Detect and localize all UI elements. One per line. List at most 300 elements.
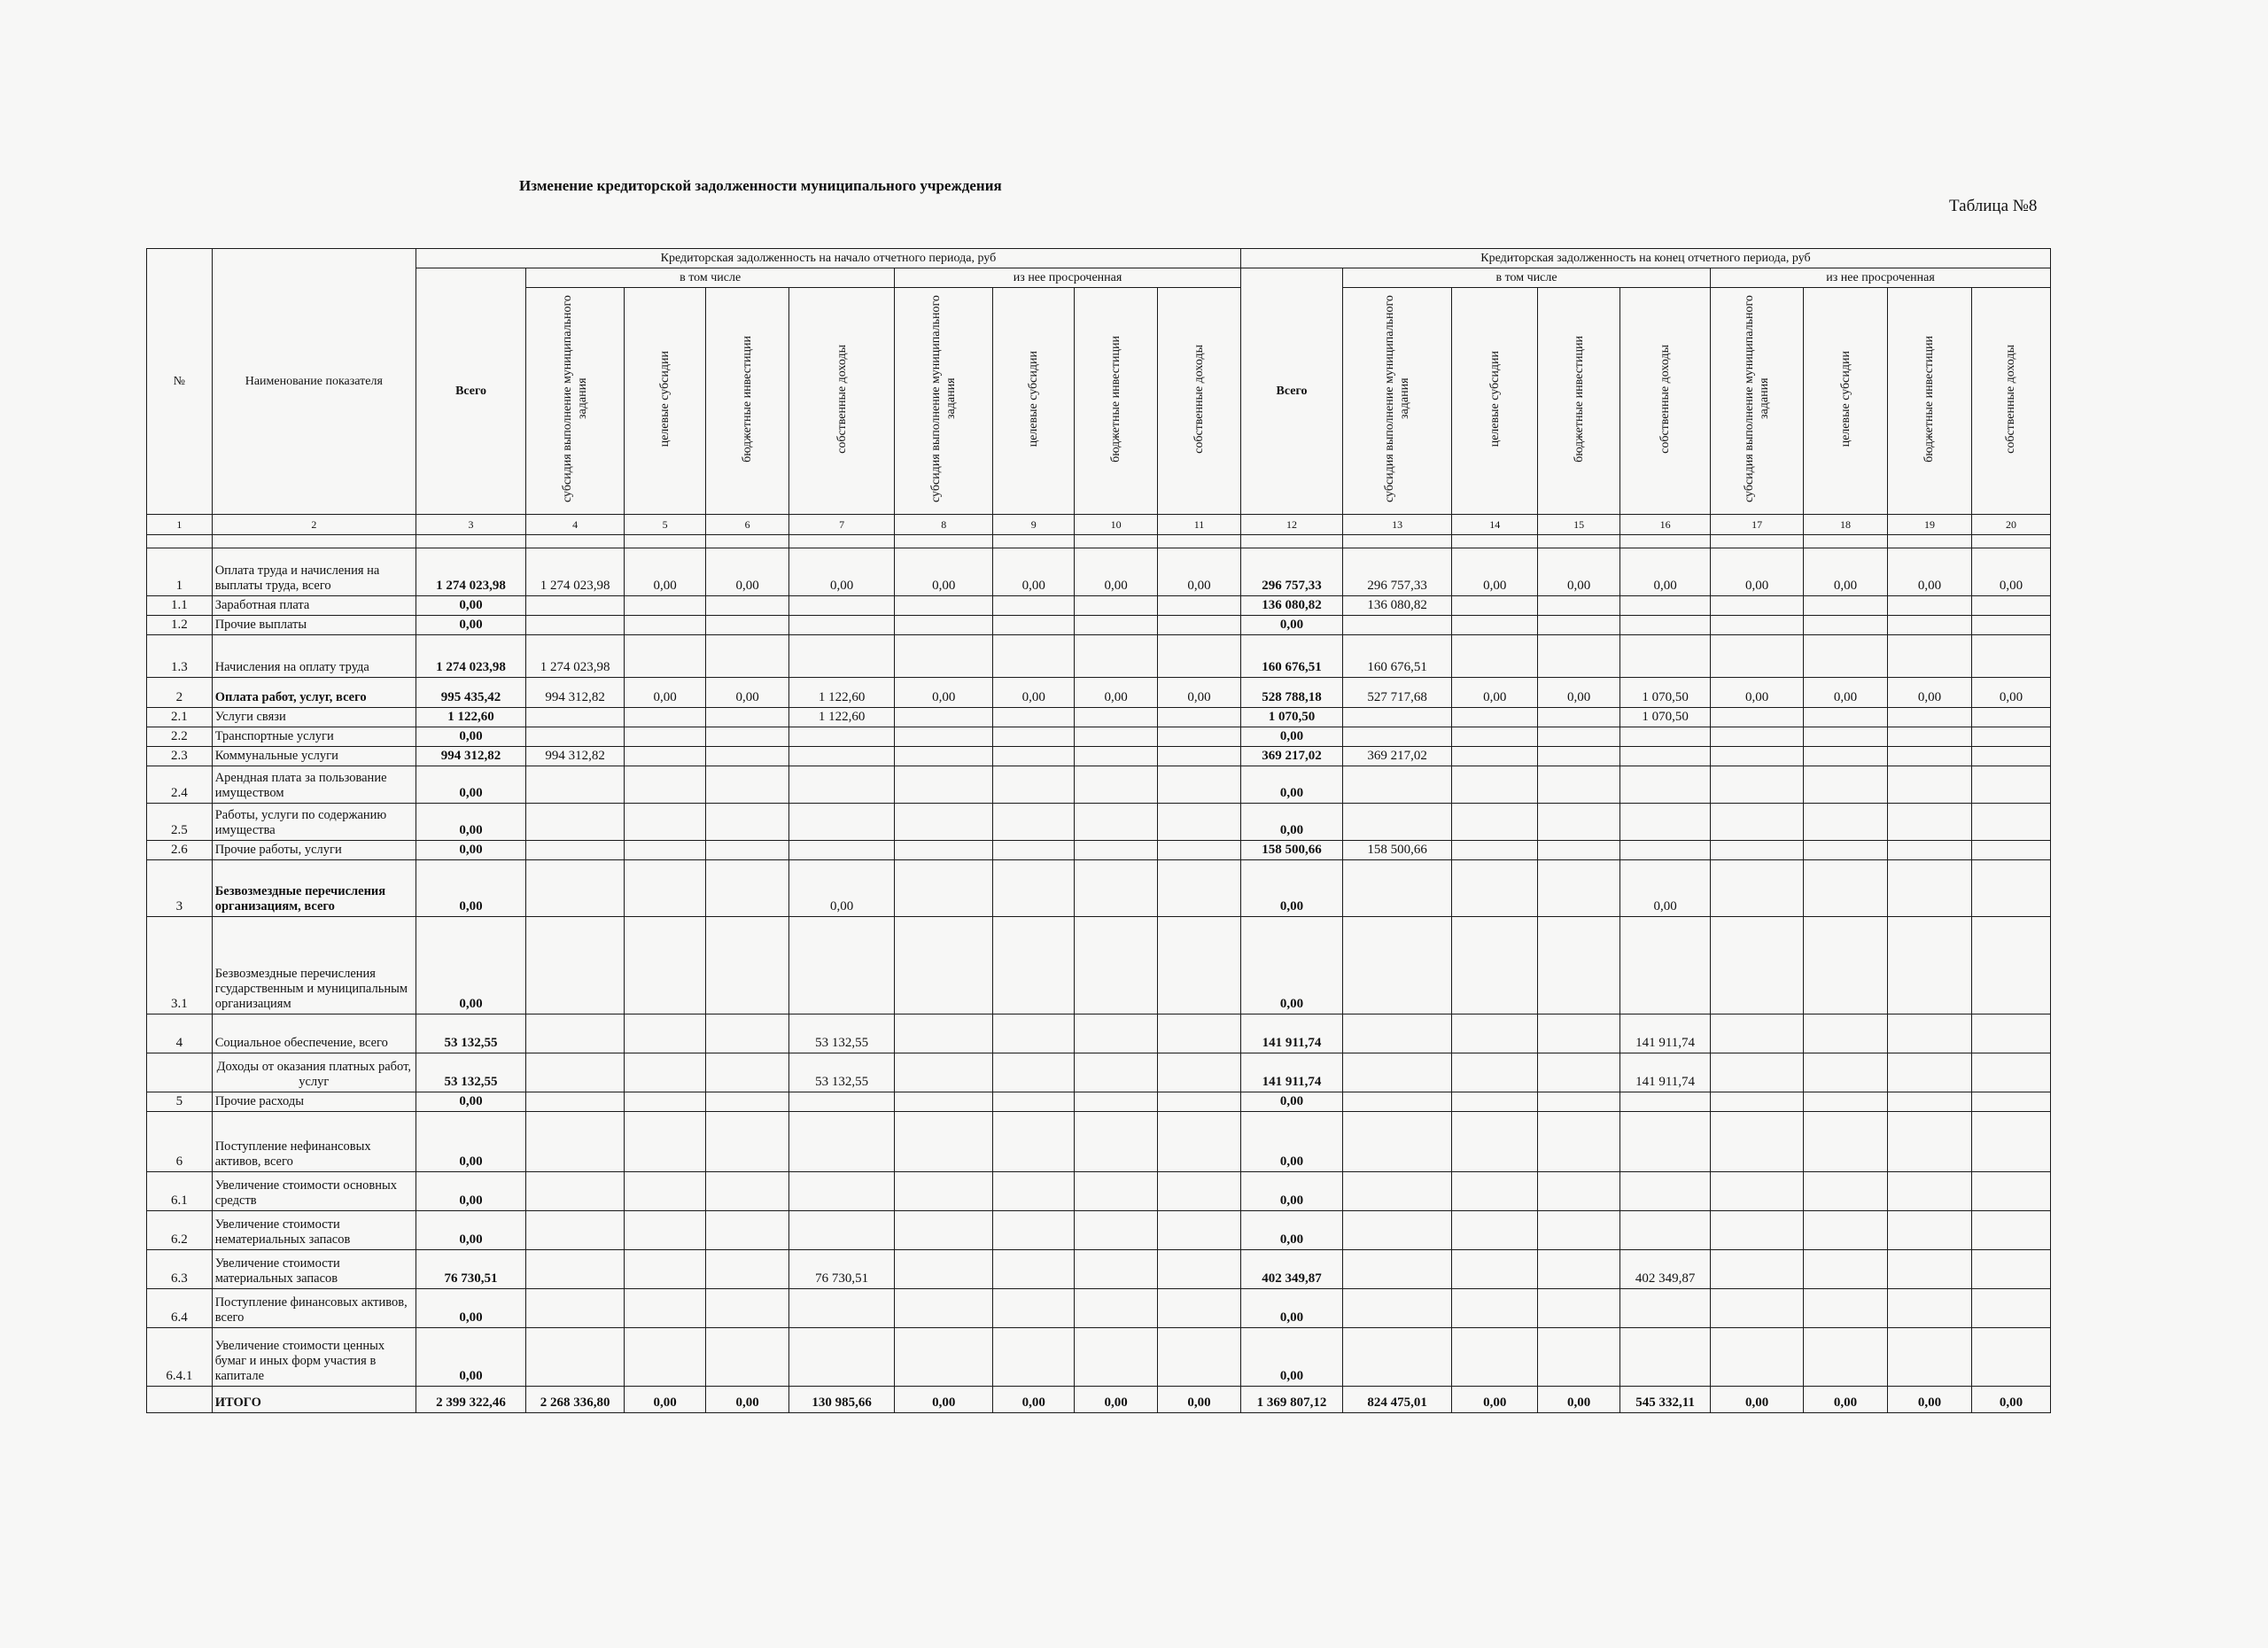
value-cell: 0,00 (1711, 548, 1804, 596)
value-cell: 0,00 (1158, 678, 1241, 708)
value-cell (1343, 1172, 1452, 1211)
total-value-cell: 0,00 (416, 1328, 525, 1387)
value-cell (1888, 635, 1972, 678)
row-number: 2.3 (147, 747, 213, 766)
spacer-cell (212, 535, 416, 548)
value-cell (526, 1092, 625, 1112)
value-cell (625, 635, 706, 678)
spacer-cell (993, 535, 1075, 548)
total-value-cell: 0,00 (1240, 1289, 1342, 1328)
value-cell (625, 804, 706, 841)
value-cell (1452, 1250, 1538, 1289)
table-row (147, 678, 2051, 708)
spacer-cell (1620, 535, 1711, 548)
total-value-cell: 158 500,66 (1240, 841, 1342, 860)
value-cell (706, 917, 789, 1014)
total-value-cell: 1 274 023,98 (416, 635, 525, 678)
table-row (147, 1289, 2051, 1328)
value-cell (789, 727, 895, 747)
column-index: 3 (416, 515, 525, 535)
column-index: 18 (1804, 515, 1888, 535)
value-cell: 0,00 (1158, 1387, 1241, 1413)
value-cell (706, 616, 789, 635)
value-cell (895, 1250, 993, 1289)
column-index: 13 (1343, 515, 1452, 535)
spacer-cell (1075, 535, 1158, 548)
value-cell (1888, 766, 1972, 804)
column-index: 6 (706, 515, 789, 535)
value-cell (625, 616, 706, 635)
value-cell (1075, 766, 1158, 804)
value-cell (706, 1172, 789, 1211)
value-cell (1711, 616, 1804, 635)
value-cell (993, 841, 1075, 860)
value-cell (1888, 917, 1972, 1014)
value-cell (1075, 1053, 1158, 1092)
value-cell (1804, 841, 1888, 860)
value-cell (1538, 1250, 1620, 1289)
value-cell (706, 1250, 789, 1289)
value-cell (1538, 727, 1620, 747)
header-end-incl: в том числе (1343, 268, 1711, 288)
value-cell (1538, 1112, 1620, 1172)
value-cell (1075, 1328, 1158, 1387)
column-index: 17 (1711, 515, 1804, 535)
value-cell (1888, 1092, 1972, 1112)
value-cell: 53 132,55 (789, 1053, 895, 1092)
value-cell (895, 804, 993, 841)
value-cell (1888, 1053, 1972, 1092)
spacer-cell (1538, 535, 1620, 548)
column-index: 12 (1240, 515, 1342, 535)
value-cell (1888, 747, 1972, 766)
total-value-cell: 160 676,51 (1240, 635, 1342, 678)
row-indicator-name: Услуги связи (212, 708, 416, 727)
value-cell (789, 1328, 895, 1387)
value-cell (1075, 917, 1158, 1014)
total-value-cell: 994 312,82 (416, 747, 525, 766)
value-cell (1343, 1014, 1452, 1053)
value-cell (625, 1289, 706, 1328)
value-cell (1971, 1172, 2050, 1211)
value-cell: 402 349,87 (1620, 1250, 1711, 1289)
value-cell (1452, 635, 1538, 678)
value-cell (1711, 860, 1804, 917)
total-value-cell: 0,00 (1240, 616, 1342, 635)
value-cell (706, 1289, 789, 1328)
value-cell (1620, 804, 1711, 841)
value-cell (789, 766, 895, 804)
value-cell (706, 860, 789, 917)
value-cell (1620, 596, 1711, 616)
value-cell (1888, 708, 1972, 727)
value-cell: 0,00 (706, 678, 789, 708)
value-cell (1452, 1112, 1538, 1172)
row-number: 6.4 (147, 1289, 213, 1328)
value-cell: 994 312,82 (526, 747, 625, 766)
header-start-incl: в том числе (526, 268, 895, 288)
column-index: 15 (1538, 515, 1620, 535)
value-cell (895, 1211, 993, 1250)
header-col-1 (526, 288, 625, 515)
value-cell (993, 727, 1075, 747)
value-cell (1452, 1211, 1538, 1250)
value-cell (1804, 1112, 1888, 1172)
table-row (147, 727, 2051, 747)
value-cell (1538, 747, 1620, 766)
total-value-cell: 0,00 (1240, 1112, 1342, 1172)
row-number: 1.2 (147, 616, 213, 635)
value-cell (895, 616, 993, 635)
value-cell (1711, 1250, 1804, 1289)
value-cell (993, 1092, 1075, 1112)
value-cell (789, 917, 895, 1014)
total-value-cell: 528 788,18 (1240, 678, 1342, 708)
value-cell (1452, 727, 1538, 747)
total-value-cell: 0,00 (416, 804, 525, 841)
value-cell (993, 1289, 1075, 1328)
value-cell (1158, 1250, 1241, 1289)
value-cell (1538, 841, 1620, 860)
total-value-cell: 0,00 (416, 727, 525, 747)
total-value-cell: 0,00 (416, 917, 525, 1014)
value-cell (1538, 860, 1620, 917)
value-cell (1452, 747, 1538, 766)
value-cell (526, 708, 625, 727)
value-cell (1158, 1014, 1241, 1053)
value-cell: 545 332,11 (1620, 1387, 1711, 1413)
table-row (147, 1328, 2051, 1387)
table-row (147, 766, 2051, 804)
header-col-label: собственные доходы (1658, 344, 1673, 454)
header-col-10 (1452, 288, 1538, 515)
row-indicator-name: Начисления на оплату труда (212, 635, 416, 678)
value-cell (1538, 1014, 1620, 1053)
header-col-4 (789, 288, 895, 515)
value-cell (1158, 841, 1241, 860)
value-cell (1971, 1014, 2050, 1053)
total-value-cell: 0,00 (1240, 860, 1342, 917)
value-cell (1343, 1250, 1452, 1289)
value-cell: 0,00 (1538, 678, 1620, 708)
column-index: 2 (212, 515, 416, 535)
value-cell (706, 804, 789, 841)
value-cell (1888, 596, 1972, 616)
value-cell (526, 917, 625, 1014)
value-cell (1158, 1172, 1241, 1211)
value-cell (789, 1289, 895, 1328)
value-cell (895, 841, 993, 860)
value-cell (789, 804, 895, 841)
value-cell (1075, 747, 1158, 766)
value-cell (1158, 616, 1241, 635)
header-col-label: целевые субсидии (658, 350, 672, 447)
row-number: 1.1 (147, 596, 213, 616)
value-cell (625, 1211, 706, 1250)
value-cell (993, 804, 1075, 841)
header-end-overdue: из нее просроченная (1711, 268, 2051, 288)
value-cell: 0,00 (789, 860, 895, 917)
value-cell (1971, 727, 2050, 747)
value-cell (1620, 1289, 1711, 1328)
value-cell (1075, 1289, 1158, 1328)
value-cell (1711, 917, 1804, 1014)
value-cell (1158, 804, 1241, 841)
value-cell (1888, 727, 1972, 747)
value-cell: 0,00 (993, 548, 1075, 596)
value-cell (993, 1328, 1075, 1387)
total-value-cell: 0,00 (416, 1211, 525, 1250)
value-cell (1888, 1289, 1972, 1328)
value-cell (1804, 860, 1888, 917)
value-cell (706, 1053, 789, 1092)
value-cell (1971, 860, 2050, 917)
value-cell: 0,00 (1452, 678, 1538, 708)
value-cell: 0,00 (1804, 678, 1888, 708)
spacer-cell (706, 535, 789, 548)
value-cell (1343, 860, 1452, 917)
value-cell (993, 1053, 1075, 1092)
row-number: 2 (147, 678, 213, 708)
value-cell (1971, 1211, 2050, 1250)
value-cell (1711, 747, 1804, 766)
value-cell (526, 1053, 625, 1092)
row-indicator-name: Транспортные услуги (212, 727, 416, 747)
value-cell (1971, 708, 2050, 727)
total-value-cell: 0,00 (416, 841, 525, 860)
total-value-cell: 141 911,74 (1240, 1014, 1342, 1053)
header-col-label: собственные доходы (1192, 344, 1206, 454)
value-cell (1075, 1014, 1158, 1053)
header-col-3 (706, 288, 789, 515)
row-number: 2.1 (147, 708, 213, 727)
value-cell (1711, 1328, 1804, 1387)
value-cell (706, 1014, 789, 1053)
value-cell (1343, 1289, 1452, 1328)
value-cell (1075, 804, 1158, 841)
spacer-cell (1452, 535, 1538, 548)
value-cell (1888, 616, 1972, 635)
value-cell (625, 1112, 706, 1172)
value-cell (1075, 635, 1158, 678)
value-cell: 0,00 (993, 1387, 1075, 1413)
value-cell (1620, 1211, 1711, 1250)
row-indicator-name: Работы, услуги по содержанию имущества (212, 804, 416, 841)
spacer-row (147, 535, 2051, 548)
spacer-cell (1158, 535, 1241, 548)
row-number (147, 1053, 213, 1092)
value-cell: 0,00 (993, 678, 1075, 708)
value-cell (1452, 766, 1538, 804)
value-cell (1158, 747, 1241, 766)
value-cell (789, 841, 895, 860)
header-col-label: бюджетные инвестиции (1109, 335, 1123, 463)
value-cell (1971, 1250, 2050, 1289)
row-indicator-name: Увеличение стоимости материальных запасов (212, 1250, 416, 1289)
value-cell (1804, 635, 1888, 678)
value-cell (706, 766, 789, 804)
value-cell (993, 1172, 1075, 1211)
value-cell (1158, 635, 1241, 678)
table-row (147, 1092, 2051, 1112)
value-cell: 296 757,33 (1343, 548, 1452, 596)
header-row-groups (147, 249, 2051, 268)
header-col-7 (1075, 288, 1158, 515)
spacer-cell (1971, 535, 2050, 548)
value-cell (789, 1211, 895, 1250)
value-cell (993, 708, 1075, 727)
value-cell: 0,00 (1452, 1387, 1538, 1413)
value-cell: 160 676,51 (1343, 635, 1452, 678)
row-indicator-name: Оплата работ, услуг, всего (212, 678, 416, 708)
value-cell: 0,00 (1711, 1387, 1804, 1413)
total-value-cell: 0,00 (1240, 1328, 1342, 1387)
value-cell (1075, 841, 1158, 860)
total-value-cell: 0,00 (416, 1172, 525, 1211)
value-cell: 527 717,68 (1343, 678, 1452, 708)
value-cell: 0,00 (1075, 548, 1158, 596)
value-cell (625, 596, 706, 616)
header-col-label: бюджетные инвестиции (1572, 335, 1586, 463)
value-cell (789, 596, 895, 616)
header-col-9 (1343, 288, 1452, 515)
header-col-label: бюджетные инвестиции (741, 335, 755, 463)
header-row-subgroups (147, 268, 2051, 288)
value-cell (1888, 1328, 1972, 1387)
value-cell (789, 1112, 895, 1172)
value-cell (1888, 804, 1972, 841)
value-cell (706, 747, 789, 766)
value-cell (1158, 727, 1241, 747)
value-cell (1711, 635, 1804, 678)
table-row (147, 1211, 2051, 1250)
value-cell (993, 635, 1075, 678)
table-row (147, 747, 2051, 766)
column-index: 14 (1452, 515, 1538, 535)
row-indicator-name: Поступление нефинансовых активов, всего (212, 1112, 416, 1172)
value-cell (1075, 727, 1158, 747)
value-cell (1158, 708, 1241, 727)
value-cell (895, 708, 993, 727)
value-cell (1343, 727, 1452, 747)
total-value-cell: 53 132,55 (416, 1014, 525, 1053)
total-value-cell: 76 730,51 (416, 1250, 525, 1289)
value-cell (625, 766, 706, 804)
value-cell (526, 804, 625, 841)
row-indicator-name: Прочие работы, услуги (212, 841, 416, 860)
row-indicator-name: Доходы от оказания платных работ, услуг (212, 1053, 416, 1092)
row-indicator-name: Коммунальные услуги (212, 747, 416, 766)
value-cell: 0,00 (789, 548, 895, 596)
value-cell (1971, 1328, 2050, 1387)
value-cell: 0,00 (895, 548, 993, 596)
column-index: 11 (1158, 515, 1241, 535)
value-cell (895, 860, 993, 917)
value-cell: 0,00 (1971, 1387, 2050, 1413)
value-cell (625, 1092, 706, 1112)
spacer-cell (789, 535, 895, 548)
value-cell: 0,00 (895, 1387, 993, 1413)
value-cell (895, 1289, 993, 1328)
column-index: 19 (1888, 515, 1972, 535)
header-col-13 (1711, 288, 1804, 515)
row-indicator-name: Заработная плата (212, 596, 416, 616)
total-value-cell: 0,00 (1240, 804, 1342, 841)
header-col-5 (895, 288, 993, 515)
table-row (147, 616, 2051, 635)
value-cell (789, 635, 895, 678)
value-cell (1804, 1328, 1888, 1387)
value-cell: 0,00 (1075, 1387, 1158, 1413)
spacer-cell (526, 535, 625, 548)
header-col-label: целевые субсидии (1027, 350, 1041, 447)
row-indicator-name: Оплата труда и начисления на выплаты труда, всего (212, 548, 416, 596)
column-index: 1 (147, 515, 213, 535)
value-cell (706, 596, 789, 616)
total-value-cell: 0,00 (1240, 727, 1342, 747)
value-cell (1538, 1172, 1620, 1211)
header-col-2 (625, 288, 706, 515)
value-cell (1452, 1328, 1538, 1387)
value-cell (526, 860, 625, 917)
total-value-cell: 53 132,55 (416, 1053, 525, 1092)
value-cell (1538, 596, 1620, 616)
value-cell (1620, 841, 1711, 860)
row-number: 6.1 (147, 1172, 213, 1211)
value-cell: 0,00 (1804, 548, 1888, 596)
value-cell: 1 274 023,98 (526, 635, 625, 678)
value-cell (1804, 917, 1888, 1014)
value-cell (1075, 1211, 1158, 1250)
value-cell: 2 268 336,80 (526, 1387, 625, 1413)
value-cell (1075, 708, 1158, 727)
value-cell (1343, 804, 1452, 841)
value-cell (1538, 708, 1620, 727)
value-cell (1620, 616, 1711, 635)
value-cell (706, 635, 789, 678)
value-cell (1452, 917, 1538, 1014)
total-value-cell: 0,00 (416, 596, 525, 616)
spacer-cell (1711, 535, 1804, 548)
header-end-group: Кредиторская задолженность на конец отчетного периода, руб (1240, 249, 2050, 268)
value-cell: 0,00 (1538, 1387, 1620, 1413)
value-cell (706, 1328, 789, 1387)
value-cell (1452, 1289, 1538, 1328)
value-cell: 0,00 (1804, 1387, 1888, 1413)
spacer-cell (895, 535, 993, 548)
value-cell (1971, 804, 2050, 841)
value-cell: 0,00 (1888, 1387, 1972, 1413)
value-cell (1158, 1053, 1241, 1092)
value-cell (1452, 1092, 1538, 1112)
value-cell (1452, 616, 1538, 635)
row-indicator-name: Увеличение стоимости нематериальных запасов (212, 1211, 416, 1250)
total-value-cell: 0,00 (1240, 766, 1342, 804)
value-cell (1971, 1112, 2050, 1172)
value-cell (1620, 635, 1711, 678)
total-value-cell: 1 369 807,12 (1240, 1387, 1342, 1413)
value-cell (1888, 860, 1972, 917)
value-cell (789, 616, 895, 635)
value-cell (1804, 1053, 1888, 1092)
value-cell (1620, 917, 1711, 1014)
total-value-cell: 0,00 (416, 616, 525, 635)
value-cell: 1 070,50 (1620, 708, 1711, 727)
row-number: 1 (147, 548, 213, 596)
value-cell (1804, 1211, 1888, 1250)
value-cell (1343, 917, 1452, 1014)
value-cell (526, 766, 625, 804)
